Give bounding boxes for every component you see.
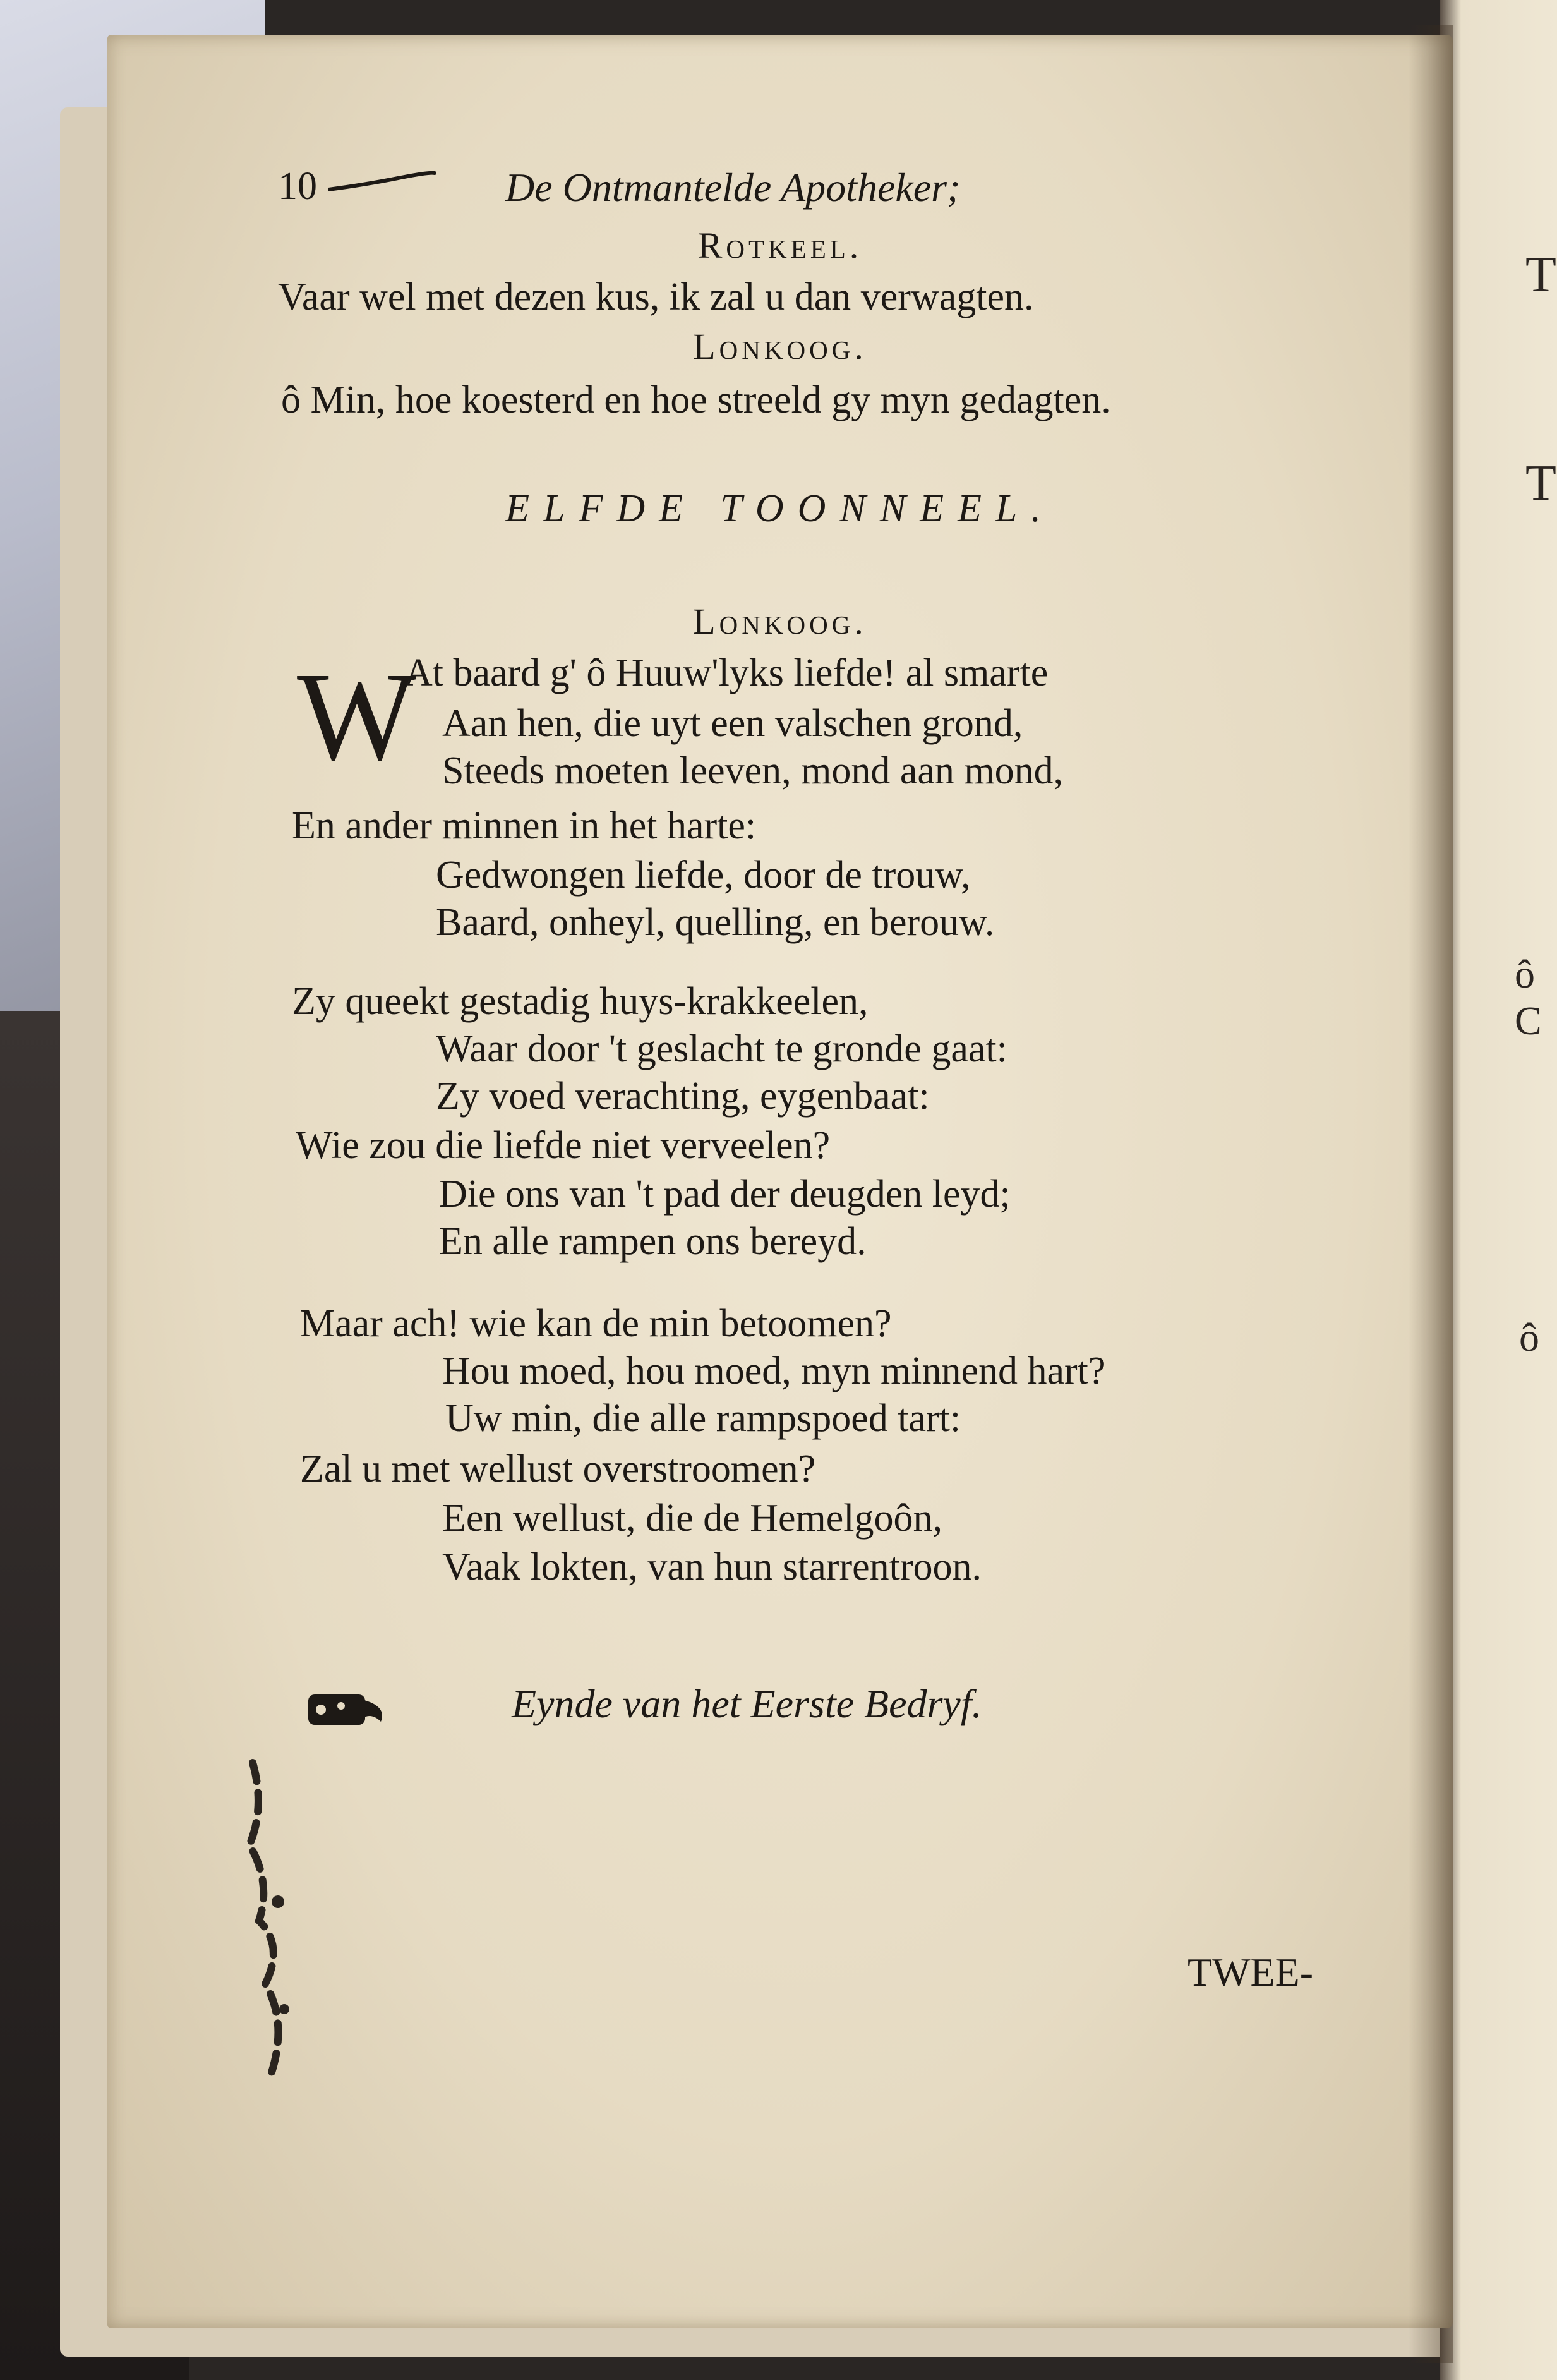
- verse-line: Een wellust, die de Hemelgoôn,: [442, 1497, 943, 1540]
- verse-line: Uw min, die alle rampspoed tart:: [445, 1397, 961, 1440]
- verse-line: Wie zou die liefde niet verveelen?: [296, 1124, 831, 1167]
- verse-line: Baard, onheyl, quelling, en berouw.: [436, 901, 995, 944]
- verse-line: En ander minnen in het harte:: [292, 804, 757, 847]
- verse-line: Gedwongen liefde, door de trouw,: [436, 854, 971, 897]
- verse-line: Waar door 't geslacht te gronde gaat:: [436, 1027, 1007, 1070]
- scene-heading: ELFDE TOONNEEL.: [505, 487, 1055, 530]
- verse-line: En alle rampen ons bereyd.: [439, 1220, 867, 1263]
- verse-line: Zal u met wellust overstroomen?: [300, 1447, 816, 1490]
- verse-line: At baard g' ô Huuw'lyks liefde! al smarte: [404, 651, 1049, 694]
- verse-line: Steeds moeten leeven, mond aan mond,: [442, 749, 1064, 792]
- facing-page-fragment: T: [1525, 456, 1556, 511]
- catchword: TWEE-: [1187, 1950, 1313, 1995]
- verse-line: Vaar wel met dezen kus, ik zal u dan verwagten.: [278, 275, 1034, 318]
- verse-line: Hou moed, hou moed, myn minnend hart?: [442, 1350, 1106, 1392]
- drop-capital: W: [297, 647, 416, 787]
- facing-page-fragment: T: [1525, 247, 1556, 303]
- verse-line: Maar ach! wie kan de min betoomen?: [300, 1302, 892, 1345]
- page-number: 10: [278, 165, 317, 208]
- ink-stain-icon: [227, 1756, 316, 2085]
- verse-line: ô Min, hoe koesterd en hoe streeld gy myn gedagten.: [281, 378, 1111, 421]
- verse-line: Zy voed verachting, eygenbaat:: [436, 1075, 930, 1118]
- ink-flourish-icon: [328, 171, 436, 196]
- speaker-lonkoog: Lonkoog.: [693, 326, 867, 367]
- printer-ornament-icon: [302, 1687, 397, 1734]
- verse-line: Aan hen, die uyt een valschen grond,: [442, 702, 1023, 745]
- running-title: De Ontmantelde Apotheker;: [505, 165, 961, 210]
- running-head: [278, 164, 1352, 221]
- verse-line: Die ons van 't pad der deugden leyd;: [439, 1173, 1011, 1216]
- facing-page: [1440, 0, 1557, 2380]
- speaker-lonkoog: Lonkoog.: [693, 601, 867, 642]
- speaker-rotkeel: Rotkeel.: [697, 225, 863, 266]
- gutter-shadow: [1409, 25, 1453, 2363]
- verse-line: Vaak lokten, van hun starrentroon.: [442, 1545, 982, 1588]
- facing-page-fragment: ô: [1519, 1315, 1539, 1360]
- verse-line: Zy queekt gestadig huys-krakkeelen,: [292, 980, 869, 1023]
- facing-page-fragment: ô C: [1515, 951, 1542, 1043]
- end-of-act: Eynde van het Eerste Bedryf.: [512, 1681, 982, 1726]
